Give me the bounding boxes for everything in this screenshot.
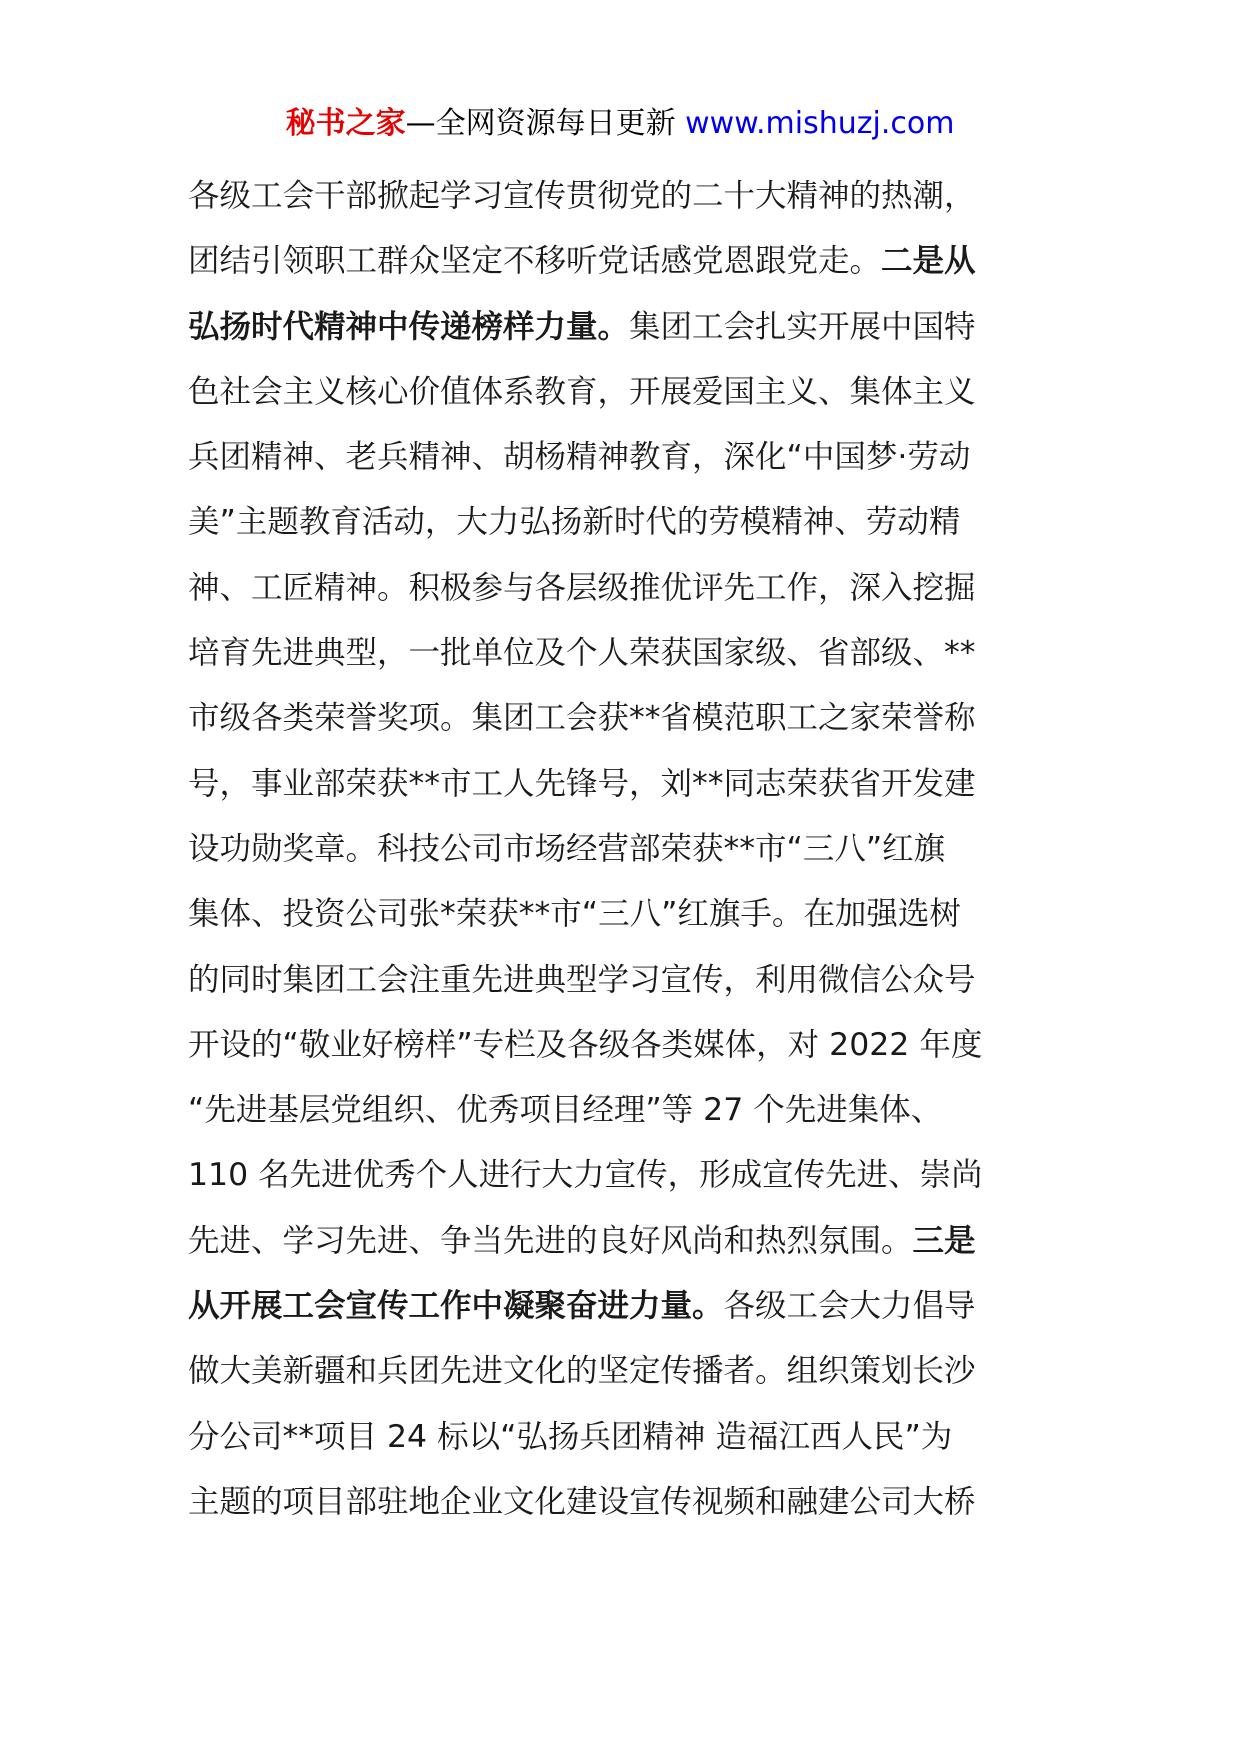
text-segment: 兵团精神、老兵精神、胡杨精神教育，深化“中国梦·劳动 [188,439,971,476]
text-line [188,692,1068,757]
site-url-link[interactable]: www.mishuzj.com [685,106,955,141]
text-line [188,1215,1068,1280]
text-segment: 先进、学习先进、争当先进的良好风尚和热烈氛围。 [188,1222,913,1259]
text-line [188,1476,1068,1541]
bold-heading-segment: 二是从 [881,243,976,280]
text-line [188,1019,1068,1084]
bold-heading-segment: 从开展工会宣传工作中凝聚奋进力量。 [188,1288,724,1325]
text-line [188,1411,1068,1476]
text-line [188,954,1068,1019]
text-line [188,1149,1068,1214]
site-header [0,104,1240,144]
text-segment: 的同时集团工会注重先进典型学习宣传，利用微信公众号 [188,961,976,998]
text-segment: 号，事业部荣获**市工人先锋号，刘**同志荣获省开发建 [188,765,976,802]
text-segment: 做大美新疆和兵团先进文化的坚定传播者。组织策划长沙 [188,1353,976,1390]
bold-heading-segment: 三是 [912,1222,976,1259]
text-line [188,627,1068,692]
text-line [188,1084,1068,1149]
text-line [188,1280,1068,1345]
site-tagline: —全网资源每日更新 [405,106,686,141]
document-body [188,170,1068,1541]
text-segment: 开设的“敬业好榜样”专栏及各级各类媒体，对 2022 年度 [188,1026,983,1063]
text-line [188,170,1068,235]
text-segment: 团结引领职工群众坚定不移听党话感党恩跟党走。 [188,243,882,280]
site-brand: 秘书之家 [285,106,406,141]
text-line [188,823,1068,888]
text-segment: 培育先进典型，一批单位及个人荣获国家级、省部级、** [188,635,976,672]
text-line [188,366,1068,431]
text-line [188,431,1068,496]
text-segment: 市级各类荣誉奖项。集团工会获**省模范职工之家荣誉称 [188,700,976,737]
bold-heading-segment: 弘扬时代精神中传递榜样力量。 [188,308,630,345]
text-line [188,758,1068,823]
text-segment: 神、工匠精神。积极参与各层级推优评先工作，深入挖掘 [188,569,976,606]
text-line [188,235,1068,300]
text-segment: 色社会主义核心价值体系教育，开展爱国主义、集体主义 [188,373,976,410]
text-segment: 美”主题教育活动，大力弘扬新时代的劳模精神、劳动精 [188,504,961,541]
text-segment: 设功勋奖章。科技公司市场经营部荣获**市“三八”红旗 [188,830,946,867]
text-line [188,496,1068,561]
text-segment: 分公司**项目 24 标以“弘扬兵团精神 造福江西人民”为 [188,1418,953,1455]
text-line [188,562,1068,627]
text-segment: 主题的项目部驻地企业文化建设宣传视频和融建公司大桥 [188,1483,976,1520]
text-line [188,301,1068,366]
text-segment: “先进基层党组织、优秀项目经理”等 27 个先进集体、 [188,1092,943,1129]
text-segment: 集团工会扎实开展中国特 [629,308,976,345]
text-line [188,888,1068,953]
text-segment: 各级工会大力倡导 [723,1288,976,1325]
text-segment: 集体、投资公司张*荣获**市“三八”红旗手。在加强选树 [188,896,961,933]
text-segment: 各级工会干部掀起学习宣传贯彻党的二十大精神的热潮， [188,178,976,214]
text-line [188,1345,1068,1410]
text-segment: 110 名先进优秀个人进行大力宣传，形成宣传先进、崇尚 [188,1157,983,1194]
